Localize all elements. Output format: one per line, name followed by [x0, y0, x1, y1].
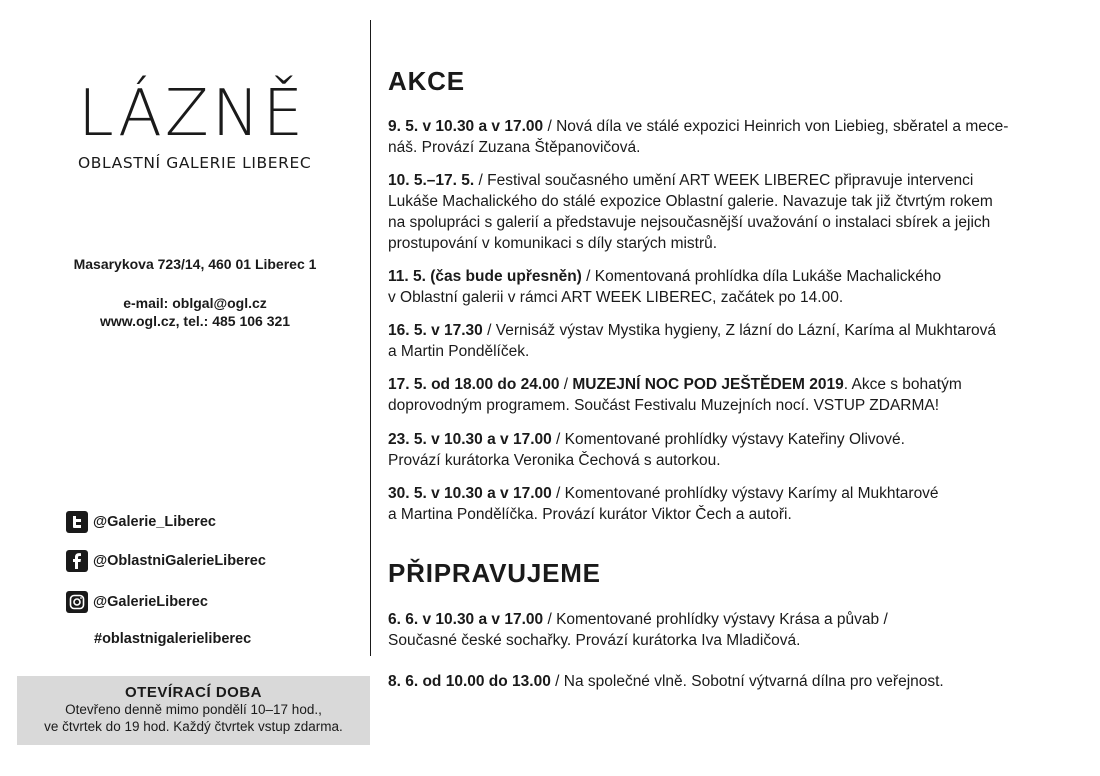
event-date: 10. 5.–17. 5. [388, 172, 475, 189]
instagram-icon [66, 591, 88, 613]
facebook-handle: @OblastniGalerieLiberec [93, 553, 266, 569]
event-date: 23. 5. v 10.30 a v 17.00 [388, 431, 552, 448]
event-text: Nová díla ve stálé expozici Heinrich von Liebieg, sběratel a mece- [556, 118, 1009, 135]
contact-info [20, 294, 370, 330]
event-date: 11. 5. (čas bude upřesněn) [388, 268, 582, 285]
event-text: v Oblastní galerii v rámci ART WEEK LIBEREC, začátek po 14.00. [388, 289, 844, 306]
event-item: 23. 5. v 10.30 a v 17.00 / Komentované prohlídky výstavy Kateřiny Olivové. Provází kurátorka Veronika Čechová s autorkou. [388, 431, 905, 469]
logo-title: LÁZNĚ [78, 77, 307, 151]
event-date: 17. 5. od 18.00 do 24.00 [388, 376, 560, 393]
event-text: Provází kurátorka Veronika Čechová s autorkou. [388, 452, 721, 469]
event-text: Komentované prohlídky výstavy Karímy al Mukhtarové [564, 485, 939, 502]
event-item: 17. 5. od 18.00 do 24.00 / MUZEJNÍ NOC POD JEŠTĚDEM 2019. Akce s bohatým doprovodným programem. Součást Festivalu Muzejních nocí. VSTUP ZDARMA! [388, 376, 962, 414]
event-highlight: MUZEJNÍ NOC POD JEŠTĚDEM 2019 [572, 376, 844, 393]
instagram-link[interactable] [66, 591, 208, 613]
event-item: 30. 5. v 10.30 a v 17.00 / Komentované prohlídky výstavy Karímy al Mukhtarové a Martina Pondělíčka. Provází kurátor Viktor Čech a autoři. [388, 485, 939, 523]
event-item: 11. 5. (čas bude upřesněn) / Komentovaná prohlídka díla Lukáše Machalického v Oblastní galerii v rámci ART WEEK LIBEREC, začátek po 14.00. [388, 268, 942, 306]
event-text: na spolupráci s galerií a představuje nejsoučasnější uvažování o instalaci sbírek a jejich [388, 214, 991, 231]
email-link[interactable]: e-mail: oblgal@ogl.cz [123, 295, 267, 311]
event-text: prostupování v komunikaci s díly starých mistrů. [388, 235, 718, 252]
event-text: a Martina Pondělíčka. Provází kurátor Viktor Čech a autoři. [388, 506, 792, 523]
event-item: 9. 5. v 10.30 a v 17.00 / Nová díla ve stálé expozici Heinrich von Liebieg, sběratel a mece- náš. Provází Zuzana Štěpanovičová. [388, 118, 1009, 156]
web-phone[interactable]: www.ogl.cz, tel.: 485 106 321 [99, 313, 291, 329]
event-text: Na společné vlně. Sobotní výtvarná dílna pro veřejnost. [563, 673, 944, 690]
event-date: 16. 5. v 17.30 [388, 322, 483, 339]
logo-subtitle: OBLASTNÍ GALERIE LIBEREC [78, 154, 312, 172]
twitter-icon [66, 511, 88, 533]
upcoming-item: 8. 6. od 10.00 do 13.00 / Na společné vlně. Sobotní výtvarná dílna pro veřejnost. [388, 673, 944, 690]
opening-hours-line2: ve čtvrtek do 19 hod. Každý čtvrtek vstup zdarma. [44, 719, 343, 734]
opening-hours-line1: Otevřeno denně mimo pondělí 10–17 hod., [65, 702, 322, 717]
section-title-pripravujeme: PŘIPRAVUJEME [388, 558, 601, 588]
event-text: náš. Provází Zuzana Štěpanovičová. [388, 139, 641, 156]
opening-hours-box [17, 676, 370, 745]
address: Masarykova 723/14, 460 01 Liberec 1 [73, 256, 317, 272]
event-text: Současné české sochařky. Provází kurátorka Iva Mladičová. [388, 632, 801, 649]
event-date: 8. 6. od 10.00 do 13.00 [388, 673, 551, 690]
event-date: 6. 6. v 10.30 a v 17.00 [388, 611, 544, 628]
event-text: doprovodným programem. Součást Festivalu Muzejních nocí. VSTUP ZDARMA! [388, 397, 940, 414]
event-text: Komentované prohlídky výstavy Krása a půvab / [556, 611, 888, 628]
twitter-handle: @Galerie_Liberec [93, 514, 216, 530]
event-text: Vernisáž výstav Mystika hygieny, Z lázní do Lázní, Karíma al Mukhtarová [495, 322, 996, 339]
upcoming-item: 6. 6. v 10.30 a v 17.00 / Komentované prohlídky výstavy Krása a půvab / Současné české sochařky. Provází kurátorka Iva Mladičová. [388, 611, 888, 649]
hashtag[interactable]: #oblastnigalerieliberec [94, 631, 252, 647]
event-date: 30. 5. v 10.30 a v 17.00 [388, 485, 552, 502]
event-text: Komentované prohlídky výstavy Kateřiny Olivové. [564, 431, 905, 448]
left-column [0, 0, 370, 776]
event-item: 10. 5.–17. 5. / Festival současného umění ART WEEK LIBEREC připravuje intervenci Lukáše Machalického do stálé expozice Oblastní galerie. Navazuje tak již čtvrtým rokem na spolupráci s galerií a představuje nejsoučasnější uvažování o instalaci sbírek a jejich prostupování v komunikaci s díly starých mistrů. [388, 172, 993, 252]
event-text: Lukáše Machalického do stálé expozice Oblastní galerie. Navazuje tak již čtvrtým rokem [388, 193, 993, 210]
instagram-handle: @GalerieLiberec [93, 594, 208, 610]
event-text: a Martin Pondělíček. [388, 343, 530, 360]
opening-hours-title: OTEVÍRACÍ DOBA [124, 684, 262, 701]
event-item: 16. 5. v 17.30 / Vernisáž výstav Mystika hygieny, Z lázní do Lázní, Karíma al Mukhtarová a Martin Pondělíček. [388, 322, 996, 360]
event-text: . Akce s bohatým [843, 376, 962, 393]
facebook-link[interactable] [66, 550, 266, 572]
section-title-akce: AKCE [388, 66, 465, 96]
event-text: Festival současného umění ART WEEK LIBEREC připravuje intervenci [487, 172, 974, 189]
twitter-link[interactable] [66, 511, 216, 533]
event-text: Komentovaná prohlídka díla Lukáše Machalického [594, 268, 942, 285]
facebook-icon [66, 550, 88, 572]
column-divider [370, 20, 371, 656]
event-date: 9. 5. v 10.30 a v 17.00 [388, 118, 544, 135]
